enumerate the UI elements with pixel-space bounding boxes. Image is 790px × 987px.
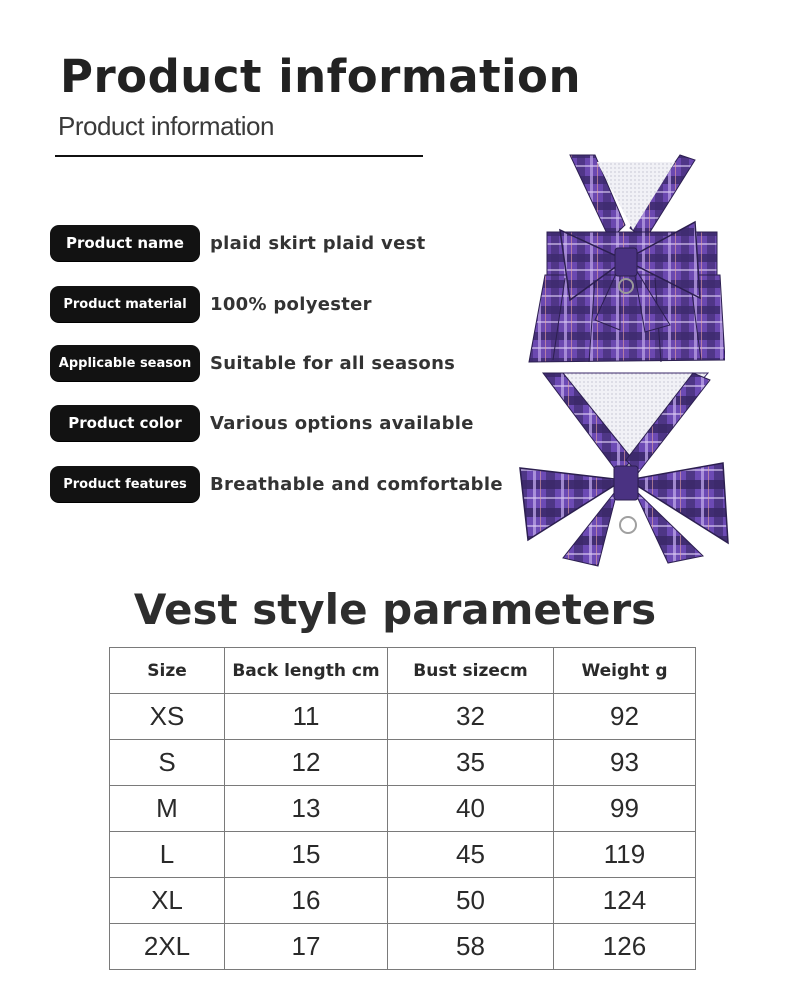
product-color-value: Various options available — [210, 412, 474, 434]
size-cell: XL — [110, 878, 225, 924]
weight-cell: 92 — [554, 694, 696, 740]
product-color-label: Product color — [50, 405, 200, 441]
table-row — [110, 878, 696, 924]
size-parameter-table — [109, 647, 696, 970]
back-length-cell: 17 — [225, 924, 388, 970]
size-cell: 2XL — [110, 924, 225, 970]
page-subtitle: Product information — [58, 111, 274, 141]
table-row — [110, 740, 696, 786]
column-header-back-length: Back length cm — [225, 648, 388, 694]
table-row — [110, 832, 696, 878]
weight-cell: 124 — [554, 878, 696, 924]
back-length-cell: 16 — [225, 878, 388, 924]
weight-cell: 99 — [554, 786, 696, 832]
page-title: Product information — [60, 50, 581, 103]
weight-cell: 93 — [554, 740, 696, 786]
back-length-cell: 15 — [225, 832, 388, 878]
bust-size-cell: 45 — [388, 832, 554, 878]
title-divider — [55, 155, 423, 157]
bust-size-cell: 40 — [388, 786, 554, 832]
bust-size-cell: 58 — [388, 924, 554, 970]
info-row-name — [50, 225, 426, 261]
product-name-label: Product name — [50, 225, 200, 261]
plaid-vest-image — [518, 368, 730, 568]
table-row — [110, 924, 696, 970]
size-cell: XS — [110, 694, 225, 740]
bust-size-cell: 35 — [388, 740, 554, 786]
table-header-row — [110, 648, 696, 694]
column-header-size: Size — [110, 648, 225, 694]
product-features-value: Breathable and comfortable — [210, 473, 503, 495]
parameters-title: Vest style parameters — [133, 585, 657, 634]
applicable-season-value: Suitable for all seasons — [210, 352, 456, 374]
size-cell: L — [110, 832, 225, 878]
size-cell: S — [110, 740, 225, 786]
back-length-cell: 13 — [225, 786, 388, 832]
table-row — [110, 694, 696, 740]
back-length-cell: 11 — [225, 694, 388, 740]
product-material-value: 100% polyester — [210, 293, 372, 315]
weight-cell: 126 — [554, 924, 696, 970]
back-length-cell: 12 — [225, 740, 388, 786]
applicable-season-label: Applicable season — [50, 345, 200, 381]
info-row-material — [50, 286, 372, 322]
product-features-label: Product features — [50, 466, 200, 502]
bust-size-cell: 32 — [388, 694, 554, 740]
product-name-value: plaid skirt plaid vest — [210, 232, 426, 254]
column-header-bust-size: Bust sizecm — [388, 648, 554, 694]
table-row — [110, 786, 696, 832]
plaid-skirt-vest-image — [525, 150, 725, 370]
info-row-season — [50, 345, 455, 381]
info-row-features — [50, 466, 503, 502]
size-cell: M — [110, 786, 225, 832]
bust-size-cell: 50 — [388, 878, 554, 924]
info-row-color — [50, 405, 474, 441]
column-header-weight: Weight g — [554, 648, 696, 694]
product-material-label: Product material — [50, 286, 200, 322]
weight-cell: 119 — [554, 832, 696, 878]
